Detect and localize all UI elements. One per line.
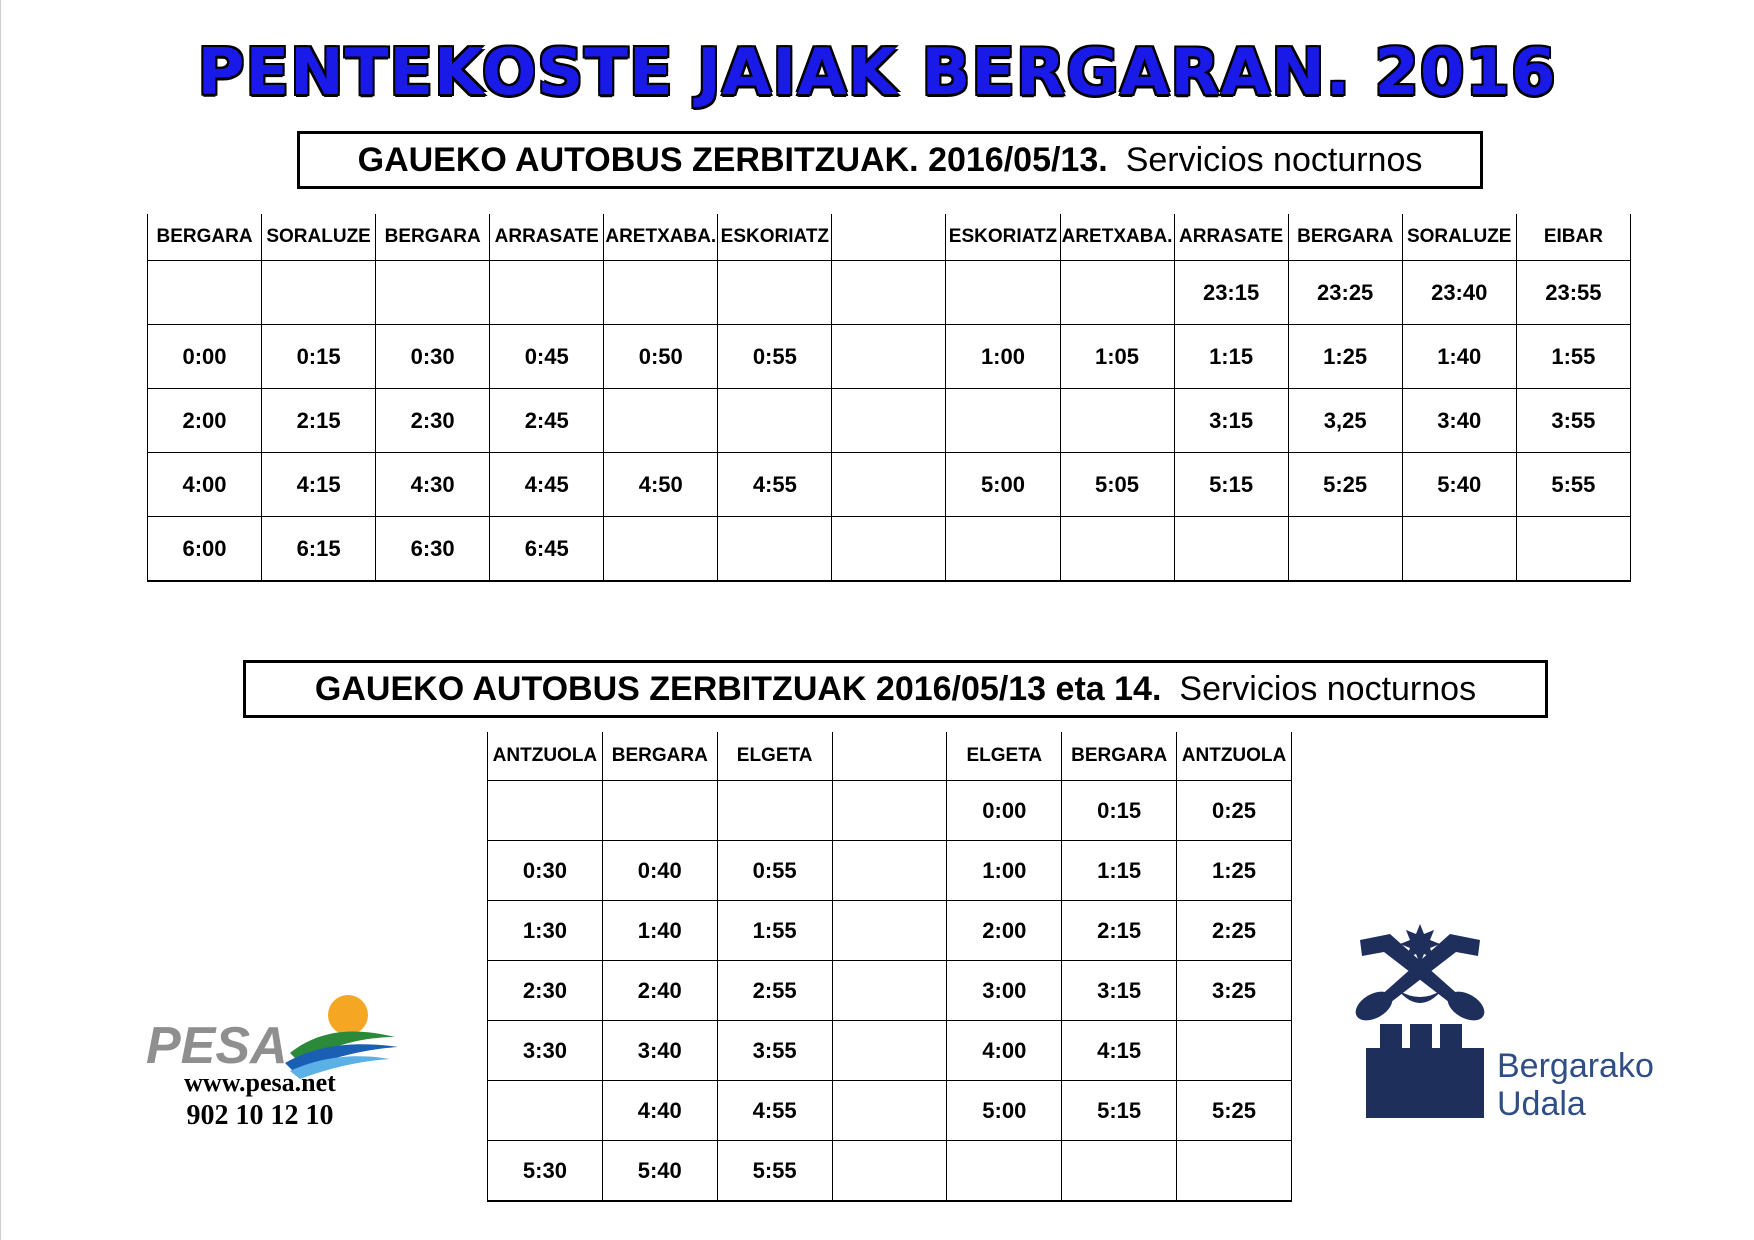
time-cell: [946, 517, 1060, 582]
time-cell: 2:30: [376, 389, 490, 453]
column-header: ELGETA: [717, 732, 832, 781]
table-row: [148, 325, 1631, 389]
udala-name: [1497, 1047, 1654, 1123]
schedule-table-1: [147, 214, 1631, 582]
time-cell: [832, 1081, 947, 1141]
time-cell: 3:40: [602, 1021, 717, 1081]
time-cell: 0:25: [1177, 781, 1292, 841]
time-cell: 1:05: [1060, 325, 1174, 389]
page-border: [0, 0, 1, 1240]
pesa-website: www.pesa.net: [184, 1068, 336, 1097]
column-header: BERGARA: [1062, 732, 1177, 781]
time-cell: 1:40: [602, 901, 717, 961]
pesa-phone: 902 10 12 10: [186, 1100, 334, 1131]
time-cell: [832, 325, 946, 389]
time-cell: 23:40: [1402, 261, 1516, 325]
section1-heading-bold: GAUEKO AUTOBUS ZERBITZUAK. 2016/05/13.: [357, 140, 1108, 179]
column-header: [832, 732, 947, 781]
time-cell: [718, 389, 832, 453]
column-header: BERGARA: [1288, 214, 1402, 261]
section1-heading-normal: Servicios nocturnos: [1125, 140, 1423, 179]
time-cell: 4:55: [718, 453, 832, 517]
time-cell: 3:15: [1174, 389, 1288, 453]
time-cell: 5:40: [1402, 453, 1516, 517]
time-cell: 1:00: [946, 325, 1060, 389]
table-row: [148, 517, 1631, 582]
time-cell: 5:25: [1288, 453, 1402, 517]
time-cell: 2:15: [1062, 901, 1177, 961]
time-cell: 6:15: [262, 517, 376, 582]
time-cell: [832, 517, 946, 582]
time-cell: 4:45: [490, 453, 604, 517]
time-cell: 4:15: [1062, 1021, 1177, 1081]
time-cell: 1:30: [488, 901, 603, 961]
udala-name-line2: Udala: [1497, 1085, 1586, 1123]
time-cell: [832, 261, 946, 325]
time-cell: 3:25: [1177, 961, 1292, 1021]
time-cell: 23:55: [1516, 261, 1630, 325]
column-header: ANTZUOLA: [488, 732, 603, 781]
udala-building: [1366, 1048, 1484, 1118]
time-cell: 2:00: [947, 901, 1062, 961]
time-cell: 5:15: [1062, 1081, 1177, 1141]
table-row: [148, 389, 1631, 453]
time-cell: 0:00: [947, 781, 1062, 841]
time-cell: [718, 517, 832, 582]
time-cell: [602, 781, 717, 841]
time-cell: 3:55: [1516, 389, 1630, 453]
time-cell: [604, 517, 718, 582]
time-cell: [1174, 517, 1288, 582]
table-row: [488, 1141, 1292, 1202]
time-cell: [1516, 517, 1630, 582]
time-cell: [717, 781, 832, 841]
column-header: BERGARA: [148, 214, 262, 261]
time-cell: 5:55: [1516, 453, 1630, 517]
pesa-sun-icon: [328, 995, 368, 1035]
time-cell: 4:15: [262, 453, 376, 517]
time-cell: 0:30: [376, 325, 490, 389]
time-cell: [832, 453, 946, 517]
time-cell: 5:00: [946, 453, 1060, 517]
time-cell: [832, 841, 947, 901]
time-cell: 0:55: [717, 841, 832, 901]
schedule-table-2: [487, 732, 1292, 1202]
time-cell: 1:00: [947, 841, 1062, 901]
time-cell: 4:30: [376, 453, 490, 517]
time-cell: 2:30: [488, 961, 603, 1021]
column-header: ESKORIATZ: [718, 214, 832, 261]
time-cell: 1:40: [1402, 325, 1516, 389]
time-cell: [946, 389, 1060, 453]
time-cell: [1177, 1141, 1292, 1202]
time-cell: 0:30: [488, 841, 603, 901]
column-header: SORALUZE: [1402, 214, 1516, 261]
time-cell: 0:00: [148, 325, 262, 389]
time-cell: 6:45: [490, 517, 604, 582]
time-cell: 0:40: [602, 841, 717, 901]
time-cell: [946, 261, 1060, 325]
time-cell: 2:40: [602, 961, 717, 1021]
time-cell: [718, 261, 832, 325]
time-cell: 5:00: [947, 1081, 1062, 1141]
time-cell: [832, 961, 947, 1021]
table-row: [488, 961, 1292, 1021]
time-cell: [262, 261, 376, 325]
time-cell: 1:55: [1516, 325, 1630, 389]
section2-heading-bold: GAUEKO AUTOBUS ZERBITZUAK 2016/05/13 eta 14.: [314, 669, 1162, 708]
time-cell: 3:15: [1062, 961, 1177, 1021]
column-header: ARRASATE: [1174, 214, 1288, 261]
time-cell: [832, 389, 946, 453]
time-cell: [832, 781, 947, 841]
section2-heading-normal: Servicios nocturnos: [1179, 669, 1477, 708]
table-row: [488, 841, 1292, 901]
time-cell: [1062, 1141, 1177, 1202]
table-row: [488, 1081, 1292, 1141]
table-row: [488, 781, 1292, 841]
time-cell: [376, 261, 490, 325]
time-cell: [488, 781, 603, 841]
column-header: ESKORIATZ: [946, 214, 1060, 261]
time-cell: [490, 261, 604, 325]
section2-heading: [243, 660, 1548, 718]
time-cell: 0:15: [1062, 781, 1177, 841]
pesa-wordmark: PESA: [146, 1017, 288, 1075]
time-cell: [832, 1021, 947, 1081]
time-cell: 3:40: [1402, 389, 1516, 453]
time-cell: 6:30: [376, 517, 490, 582]
time-cell: 2:00: [148, 389, 262, 453]
column-header: [832, 214, 946, 261]
time-cell: [604, 261, 718, 325]
time-cell: [1288, 517, 1402, 582]
table-row: [488, 901, 1292, 961]
time-cell: 4:55: [717, 1081, 832, 1141]
time-cell: [832, 901, 947, 961]
time-cell: 1:15: [1062, 841, 1177, 901]
column-header: ARETXABA.: [1060, 214, 1174, 261]
time-cell: [1060, 389, 1174, 453]
time-cell: 3:30: [488, 1021, 603, 1081]
time-cell: [1177, 1021, 1292, 1081]
time-cell: 2:55: [717, 961, 832, 1021]
table-row: [488, 1021, 1292, 1081]
column-header: BERGARA: [376, 214, 490, 261]
time-cell: 4:00: [947, 1021, 1062, 1081]
time-cell: [604, 389, 718, 453]
time-cell: 5:40: [602, 1141, 717, 1202]
time-cell: 1:25: [1177, 841, 1292, 901]
time-cell: 4:40: [602, 1081, 717, 1141]
time-cell: 23:15: [1174, 261, 1288, 325]
time-cell: 1:25: [1288, 325, 1402, 389]
page-title: PENTEKOSTE JAIAK BERGARAN. 2016: [197, 36, 1557, 110]
time-cell: 5:30: [488, 1141, 603, 1202]
time-cell: [1402, 517, 1516, 582]
column-header: ARRASATE: [490, 214, 604, 261]
time-cell: 5:05: [1060, 453, 1174, 517]
time-cell: 5:15: [1174, 453, 1288, 517]
time-cell: 6:00: [148, 517, 262, 582]
time-cell: 5:55: [717, 1141, 832, 1202]
time-cell: 0:15: [262, 325, 376, 389]
column-header: BERGARA: [602, 732, 717, 781]
time-cell: 1:15: [1174, 325, 1288, 389]
column-header: ELGETA: [947, 732, 1062, 781]
time-cell: 2:45: [490, 389, 604, 453]
time-cell: [1060, 261, 1174, 325]
time-cell: 5:25: [1177, 1081, 1292, 1141]
time-cell: [832, 1141, 947, 1202]
time-cell: 23:25: [1288, 261, 1402, 325]
time-cell: 3,25: [1288, 389, 1402, 453]
time-cell: 0:55: [718, 325, 832, 389]
time-cell: 3:00: [947, 961, 1062, 1021]
time-cell: 2:25: [1177, 901, 1292, 961]
column-header: SORALUZE: [262, 214, 376, 261]
section1-heading: [297, 131, 1483, 189]
table-row: [148, 453, 1631, 517]
time-cell: 4:00: [148, 453, 262, 517]
time-cell: 3:55: [717, 1021, 832, 1081]
time-cell: 0:50: [604, 325, 718, 389]
time-cell: 1:55: [717, 901, 832, 961]
udala-smile: [1398, 990, 1442, 1003]
column-header: EIBAR: [1516, 214, 1630, 261]
time-cell: [488, 1081, 603, 1141]
column-header: ARETXABA.: [604, 214, 718, 261]
table-row: [148, 261, 1631, 325]
time-cell: 0:45: [490, 325, 604, 389]
time-cell: 2:15: [262, 389, 376, 453]
time-cell: [148, 261, 262, 325]
udala-name-line1: Bergarako: [1497, 1047, 1654, 1085]
time-cell: [947, 1141, 1062, 1202]
column-header: ANTZUOLA: [1177, 732, 1292, 781]
time-cell: [1060, 517, 1174, 582]
time-cell: 4:50: [604, 453, 718, 517]
